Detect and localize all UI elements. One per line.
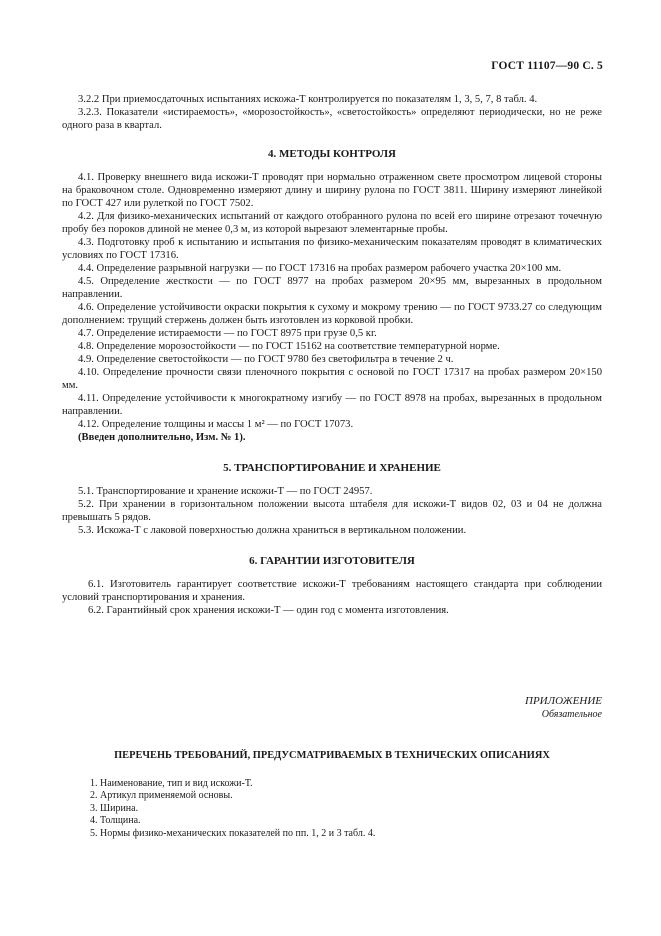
paragraph-4-2: 4.2. Для физико-механических испытаний от каждого отобранного рулона по всей его ширине отрезают точечную пробу без пороков длиной не менее 0,3 м, из которой вырезают элементарные пробы. [62,211,602,235]
paragraph-5-1: 5.1. Транспортирование и хранение искожи-Т — по ГОСТ 24957. [78,486,373,497]
paragraph-4-6: 4.6. Определение устойчивости окраски покрытия к сухому и мокрому трению — по ГОСТ 9733.27 со следующим дополнением: трущий стержень должен быть изготовлен из корковой пробки. [62,302,602,326]
paragraph-3-2-2: 3.2.2 При приемосдаточных испытаниях искожа-Т контролируется по показателям 1, 3, 5, 7, 8 табл. 4. [78,94,538,105]
list-item: 3. Ширина. [90,802,139,814]
appendix-label-block [62,695,602,721]
appendix-list [62,778,602,840]
paragraph-6-1: 6.1. Изготовитель гарантирует соответствие искожи-Т требованиям настоящего стандарта при соблюдении условий транспортирования и хранения. [62,579,602,603]
section-6-heading: 6. ГАРАНТИИ ИЗГОТОВИТЕЛЯ [249,555,415,567]
list-item: 5. Нормы физико-механических показателей по пп. 1, 2 и 3 табл. 4. [90,827,376,839]
appendix-sublabel: Обязательное [541,709,602,720]
paragraph-4-8: 4.8. Определение морозостойкости — по ГОСТ 15162 на соответствие температурной норме. [78,341,500,352]
paragraph-4-12: 4.12. Определение толщины и массы 1 м² — по ГОСТ 17073. [78,419,354,430]
paragraph-4-9: 4.9. Определение светостойкости — по ГОСТ 9780 без светофильтра в течение 2 ч. [78,354,454,365]
paragraph-4-5: 4.5. Определение жесткости — по ГОСТ 8977 на пробах размером 20×95 мм, вырезанных в продольном направлении. [62,276,602,300]
section-4-heading: 4. МЕТОДЫ КОНТРОЛЯ [268,148,396,160]
paragraph-4-4: 4.4. Определение разрывной нагрузки — по ГОСТ 17316 на пробах размером рабочего участка 20×100 мм. [78,263,562,274]
paragraph-4-3: 4.3. Подготовку проб к испытанию и испытания по физико-механическим показателям проводят в климатических условиях по ГОСТ 17316. [62,237,602,261]
amendment-note: (Введен дополнительно, Изм. № 1). [78,432,246,443]
page-content [62,93,602,840]
paragraph-4-10: 4.10. Определение прочности связи пленочного покрытия с основой по ГОСТ 17317 на пробах размером 20×150 мм. [62,367,602,391]
list-item: 4. Толщина. [90,815,141,827]
paragraph-6-2: 6.2. Гарантийный срок хранения искожи-Т — один год с момента изготовления. [88,605,449,616]
paragraph-4-11: 4.11. Определение устойчивости к многократному изгибу — по ГОСТ 8978 на пробах, вырезанных в продольном направлении. [62,393,602,417]
paragraph-4-7: 4.7. Определение истираемости — по ГОСТ 8975 при грузе 0,5 кг. [78,328,377,339]
section-5-heading: 5. ТРАНСПОРТИРОВАНИЕ И ХРАНЕНИЕ [223,462,441,474]
paragraph-3-2-3: 3.2.3. Показатели «истираемость», «морозостойкость», «светостойкость» определяют периодически, но не реже одного раза в квартал. [62,107,602,131]
appendix-label: ПРИЛОЖЕНИЕ [525,695,602,707]
page-header: ГОСТ 11107—90 С. 5 [491,60,603,72]
list-item: 2. Артикул применяемой основы. [90,790,233,802]
paragraph-5-3: 5.3. Искожа-Т с лаковой поверхностью должна храниться в вертикальном положении. [78,525,467,536]
list-item: 1. Наименование, тип и вид искожи-Т. [90,778,253,789]
appendix-title: ПЕРЕЧЕНЬ ТРЕБОВАНИЙ, ПРЕДУСМАТРИВАЕМЫХ В ТЕХНИЧЕСКИХ ОПИСАНИЯХ [114,750,550,761]
paragraph-4-1: 4.1. Проверку внешнего вида искожи-Т проводят при нормально отраженном свете просмотром лицевой стороны на браковочном столе. Одновременно измеряют длину и ширину рулона по ГОСТ 3811. Ширину измеряют линейкой по ГОСТ 427 или рулеткой по ГОСТ 7502. [62,172,602,209]
paragraph-5-2: 5.2. При хранении в горизонтальном положении высота штабеля для искожи-Т видов 02, 03 и 04 не должна превышать 5 рядов. [62,499,602,523]
